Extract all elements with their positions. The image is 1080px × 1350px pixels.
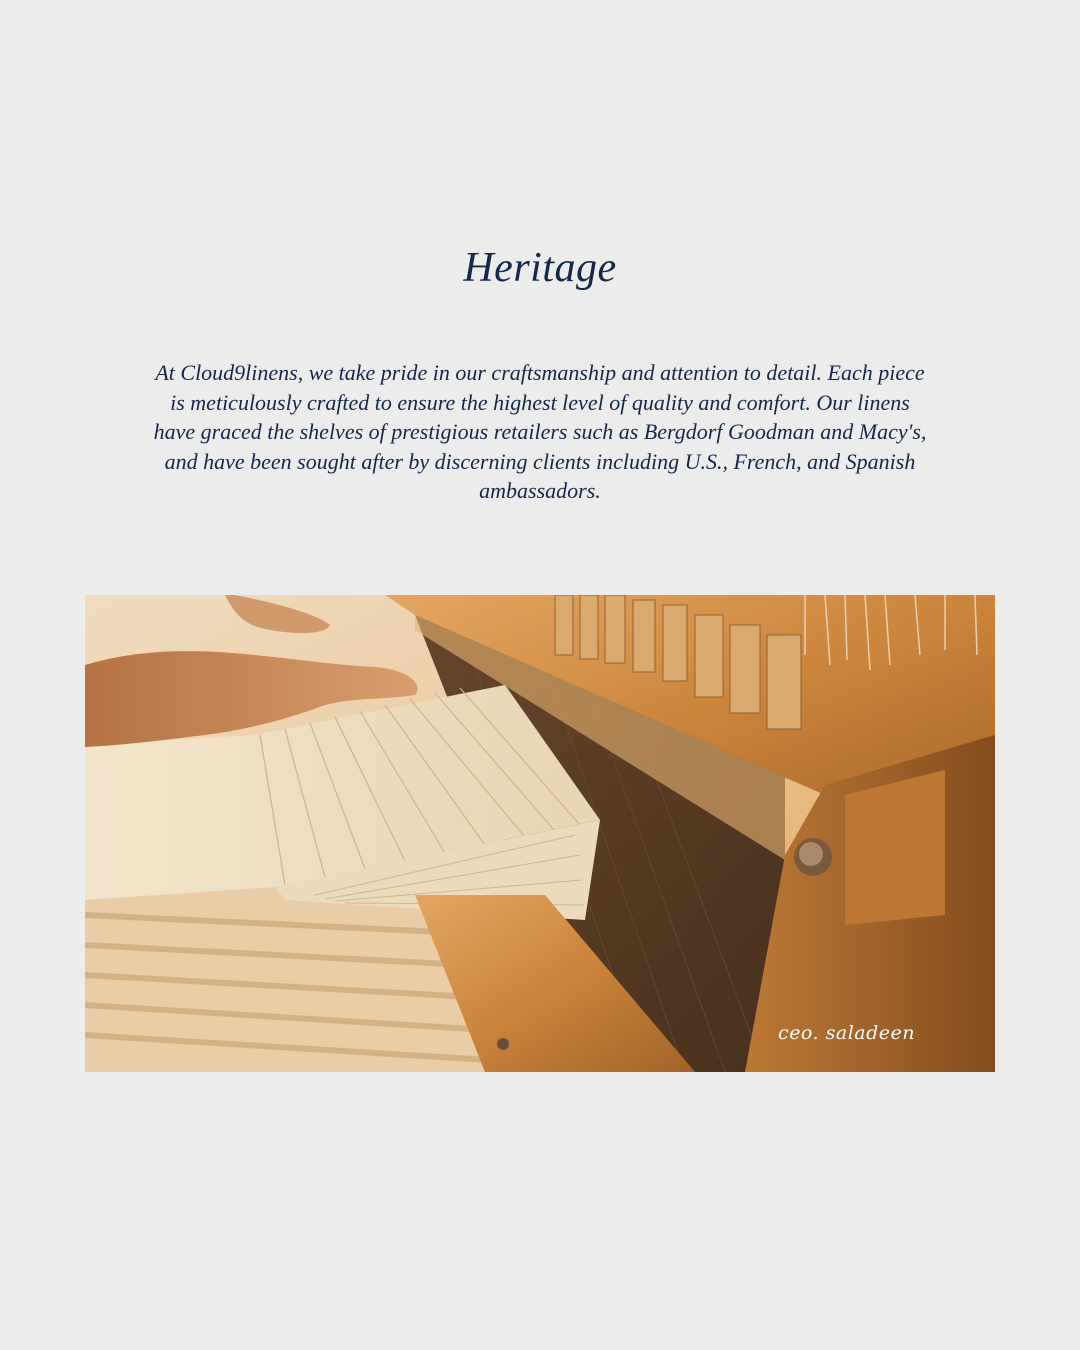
ceo-signature: ceo. saladeen — [778, 1022, 915, 1044]
heritage-paragraph: At Cloud9linens, we take pride in our craftsmanship and attention to detail. Each piece is meticulously crafted to ensure the highest level of quality and comfort. Our linens have graced the shelves of prestigious retailers such as Bergdorf Goodman and Macy's, and have been sought after by discerning clients including U.S., French, and Spanish ambassadors. — [153, 360, 927, 503]
loom-illustration — [85, 595, 995, 1072]
page-title: Heritage — [463, 245, 617, 291]
loom-photo — [85, 595, 995, 1072]
